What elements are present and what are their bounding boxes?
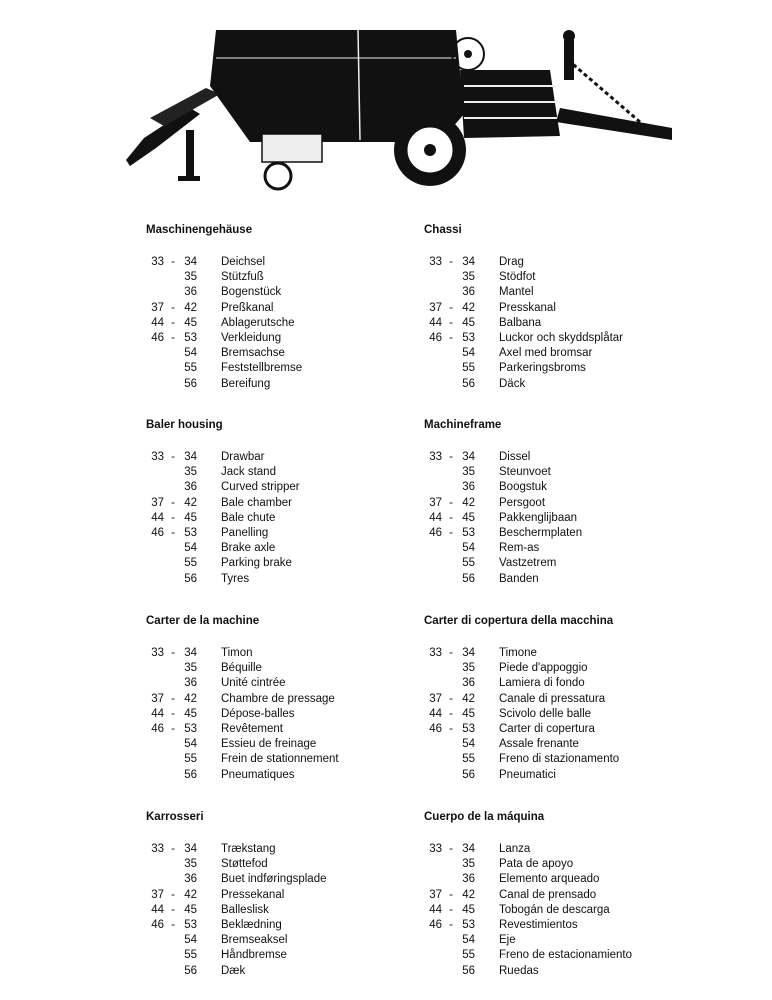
pickup-body [262,134,322,162]
list-item: 54 Essieu de freinage [184,738,317,751]
list-item: 56 Tyres [184,572,250,585]
list-item: 56 Pneumatiques [184,768,295,781]
list-item: 54 Bremsachse [184,347,285,360]
list-item: 55 Parking brake [184,557,292,570]
list-item: 54 Axel med bromsar [462,347,593,360]
list-item: 55 Vastzetrem [462,557,557,570]
list-item: 33 - 34 Lanza [429,843,531,855]
list-item: 36 Lamiera di fondo [462,677,585,690]
list-item: 36 Mantel [462,286,534,299]
list-item: 35 Pata de apoyo [462,858,574,871]
list-item: 36 Curved stripper [184,481,300,494]
chute-post [564,40,574,80]
list-item: 44 - 45 Bale chute [151,511,276,524]
section-fr [146,614,446,783]
jack-stand-foot [178,176,200,181]
list-item: 33 - 34 Drawbar [151,451,265,463]
section-title: Cuerpo de la máquina [424,811,545,823]
bale-chute-shape [556,108,672,140]
list-item: 37 - 42 Chambre de pressage [151,692,335,705]
list-item: 37 - 42 Persgoot [429,496,546,509]
list-item: 54 Eje [462,934,516,947]
list-item: 56 Dæk [184,964,246,977]
list-item: 56 Pneumatici [462,768,556,781]
list-item: 35 Stützfuß [184,271,264,284]
list-item: 55 Feststellbremse [184,362,303,375]
list-item: 44 - 45 Balbana [429,316,542,329]
list-item: 36 Bogenstück [184,286,282,299]
list-item: 37 - 42 Canal de prensado [429,888,597,901]
list-item: 35 Stödfot [462,271,536,284]
section-nl [424,418,724,587]
list-item: 56 Banden [462,572,539,585]
list-item: 55 Frein de stationnement [184,753,339,766]
section-da [146,810,446,979]
list-item: 56 Ruedas [462,964,539,977]
list-item: 33 - 34 Timon [151,647,253,659]
parts-list [146,842,446,979]
list-item: 54 Brake axle [184,542,276,555]
list-item: 55 Parkeringsbroms [462,362,586,375]
list-item: 46 - 53 Revêtement [151,722,284,735]
section-title: Machineframe [424,419,502,431]
list-item: 44 - 45 Balleslisk [151,903,269,916]
list-item: 35 Støttefod [184,858,268,871]
section-it [424,614,724,783]
list-item: 36 Boogstuk [462,481,547,494]
list-item: 37 - 42 Bale chamber [151,496,292,509]
list-item: 54 Bremseaksel [184,934,288,947]
list-item: 46 - 53 Beschermplaten [429,526,583,539]
chute-post-knob [563,30,575,42]
list-item: 44 - 45 Pakkenglijbaan [429,511,578,524]
list-item: 46 - 53 Panelling [151,526,269,539]
list-item: 35 Piede d'appoggio [462,662,588,675]
baler-illustration [120,10,680,200]
section-title: Carter di copertura della macchina [424,615,614,627]
section-de [146,223,446,392]
list-item: 54 Assale frenante [462,738,579,751]
list-item: 37 - 42 Canale di pressatura [429,692,606,705]
list-item: 35 Steunvoet [462,466,551,479]
list-item: 46 - 53 Verkleidung [151,331,282,344]
wheel-hub [424,144,436,156]
list-item: 35 Béquille [184,662,262,675]
list-item: 37 - 42 Preßkanal [151,301,274,314]
list-item: 44 - 45 Tobogán de descarga [429,903,610,916]
list-item: 44 - 45 Dépose-balles [151,707,295,720]
section-sv [424,223,724,392]
list-item: 46 - 53 Carter di copertura [429,722,595,735]
parts-list [424,842,724,979]
parts-list [146,450,446,587]
bale-chamber-shape [460,70,560,138]
list-item: 56 Bereifung [184,377,271,390]
parts-list [424,450,724,587]
list-item: 46 - 53 Beklædning [151,918,282,931]
list-item: 33 - 34 Trækstang [151,843,276,855]
list-item: 33 - 34 Timone [429,647,537,659]
parts-list [146,255,446,392]
list-item: 56 Däck [462,377,526,390]
list-item: 46 - 53 Revestimientos [429,918,578,931]
list-item: 44 - 45 Scivolo delle balle [429,707,592,720]
list-item: 46 - 53 Luckor och skyddsplåtar [429,331,624,344]
list-item: 54 Rem-as [462,542,540,555]
list-item: 55 Freno de estacionamiento [462,949,632,962]
section-es [424,810,724,979]
section-title: Carter de la machine [146,615,260,627]
list-item: 36 Elemento arqueado [462,873,600,886]
list-item: 55 Håndbremse [184,949,287,962]
parts-list [424,255,724,392]
parts-list [146,646,446,783]
section-en [146,418,446,587]
jack-stand-shape [186,130,194,178]
section-title: Maschinengehäuse [146,224,253,236]
parts-list [424,646,724,783]
flywheel-hub [464,50,472,58]
list-item: 37 - 42 Presskanal [429,301,556,314]
section-title: Baler housing [146,419,223,431]
list-item: 33 - 34 Drag [429,256,524,268]
list-item: 44 - 45 Ablagerutsche [151,316,295,329]
section-title: Chassi [424,224,462,236]
list-item: 37 - 42 Pressekanal [151,888,285,901]
list-item: 33 - 34 Deichsel [151,256,266,268]
list-item: 35 Jack stand [184,466,276,479]
list-item: 33 - 34 Dissel [429,451,531,463]
list-item: 36 Unité cintrée [184,677,286,690]
list-item: 36 Buet indføringsplade [184,873,327,886]
list-item: 55 Freno di stazionamento [462,753,620,766]
pickup-wheel [265,163,291,189]
section-title: Karrosseri [146,811,204,823]
